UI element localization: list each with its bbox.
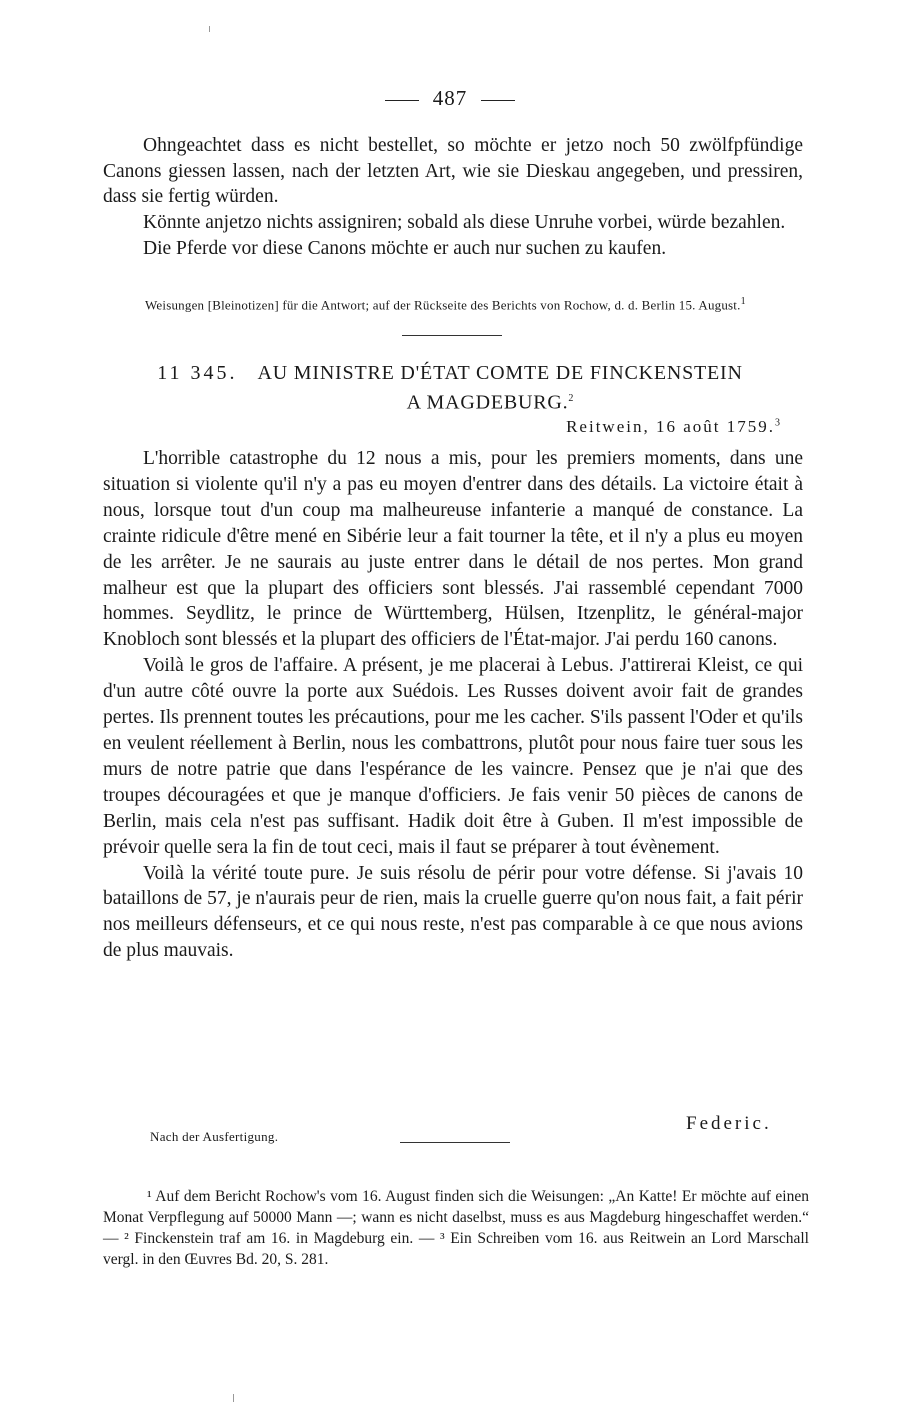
letter-paragraph: Voilà la vérité toute pure. Je suis résolu de périr pour votre défense. Si j'avais 10 bataillons de 57, je n'aurais peur de rien, mais la cruelle guerre qu'on nous fait, a fait périr nos meilleurs défenseurs, et ce qui nous reste, n'est pas comparable à ce que nous avions de plus mauvais.	[103, 862, 803, 962]
footnote-ref: 2	[568, 393, 574, 404]
page-number: 487	[432, 86, 468, 110]
header-dash-left	[385, 100, 419, 101]
letter-heading-line1	[0, 361, 900, 386]
footnotes: ¹ Auf dem Bericht Rochow's vom 16. August finden sich die Weisungen: „An Katte! Er möchte auf einen Monat Verpflegung auf 50000 Mann —; wann es nicht daselbst, muss es aus Magdeburg hingeschaffet werden.“ — ² Finckenstein traf am 16. in Magdeburg ein. — ³ Ein Schreiben vom 16. aus Reitwein an Lord Marschall vergl. in den Œuvres Bd. 20, S. 281.	[103, 1188, 809, 1268]
german-source-note	[103, 293, 803, 313]
letter-dateline	[566, 417, 780, 437]
german-paragraph: Ohngeachtet dass es nicht bestellet, so möchte er jetzo noch 50 zwölfpfündige Canons giessen lassen, nach der letzten Art, wie sie Dieskau angegeben, und pressiren, dass sie fertig würden.	[103, 135, 803, 208]
letter-paragraph: L'horrible catastrophe du 12 nous a mis, pour les premiers moments, dans une situation si violente qu'il n'y a pas eu moyen d'entrer dans des détails. La victoire était à nous, lorsque tout d'un coup ma malheureuse infanterie a manqué de constance. La crainte ridicule d'être mené en Sibérie leur a fait tourner la tête, et il n'y a plus eu moyen de les arrêter. Je ne saurais au juste entrer dans le détail de nos pertes. Mon grand malheur est que la plupart des officiers sont blessés. J'ai rassemblé cependant 7000 hommes. Seydlitz, le prince de Württemberg, Hülsen, Itzenplitz, le général-major Knobloch sont blessés et la plupart des officiers de l'État-major. J'ai perdu 160 canons.	[103, 448, 803, 651]
section-divider	[402, 335, 502, 336]
footnote-ref: 3	[775, 417, 780, 429]
footnote-ref: 1	[740, 296, 746, 307]
signature: Federic.	[686, 1113, 772, 1134]
footnote-divider	[400, 1142, 510, 1143]
german-paragraph: Die Pferde vor diese Canons möchte er auch nur suchen zu kaufen.	[143, 237, 667, 259]
page-header	[0, 86, 900, 111]
letter-heading-line2	[0, 386, 900, 416]
letter-title-line1: AU MINISTRE D'ÉTAT COMTE DE FINCKENSTEIN	[257, 362, 743, 384]
dateline-text: Reitwein, 16 août 1759.	[566, 417, 775, 436]
letter-heading	[0, 361, 900, 416]
letter-body	[103, 446, 803, 964]
letter-title-line2: A MAGDEBURG.	[406, 391, 569, 414]
scan-mark-top	[209, 26, 210, 32]
source-note-text: Weisungen [Bleinotizen] für die Antwort; auf der Rückseite des Berichts von Rochow, d. d. Berlin 15. August.	[145, 297, 741, 313]
source-line: Nach der Ausfertigung.	[150, 1129, 279, 1144]
header-dash-right	[481, 100, 515, 101]
scan-mark-bottom	[233, 1394, 234, 1402]
letter-paragraph: Voilà le gros de l'affaire. A présent, je me placerai à Lebus. J'attirerai Kleist, ce qui d'un autre côté ouvre la porte aux Suédois. Les Russes doivent avoir fait de grandes pertes. Ils prennent toutes les précautions, pour me les cacher. S'ils passent l'Oder et qu'ils en veulent réellement à Berlin, nous les combattrons, plutôt pour nous faire tuer sous les murs de notre patrie que dans l'espérance de les vaincre. Pensez que je n'ai que des troupes découragées et que je manque d'officiers. Je fais venir 50 pièces de canons de Berlin, mais cela n'est pas suffisant. Hadik doit être à Guben. Il m'est impossible de prévoir quelle sera la fin de tout ceci, mais il faut se préparer à tout évènement.	[103, 655, 803, 858]
german-instructions	[103, 133, 803, 262]
letter-number: 11 345.	[157, 362, 238, 384]
german-paragraph: Könnte anjetzo nichts assigniren; sobald als diese Unruhe vorbei, würde bezahlen.	[143, 212, 786, 234]
